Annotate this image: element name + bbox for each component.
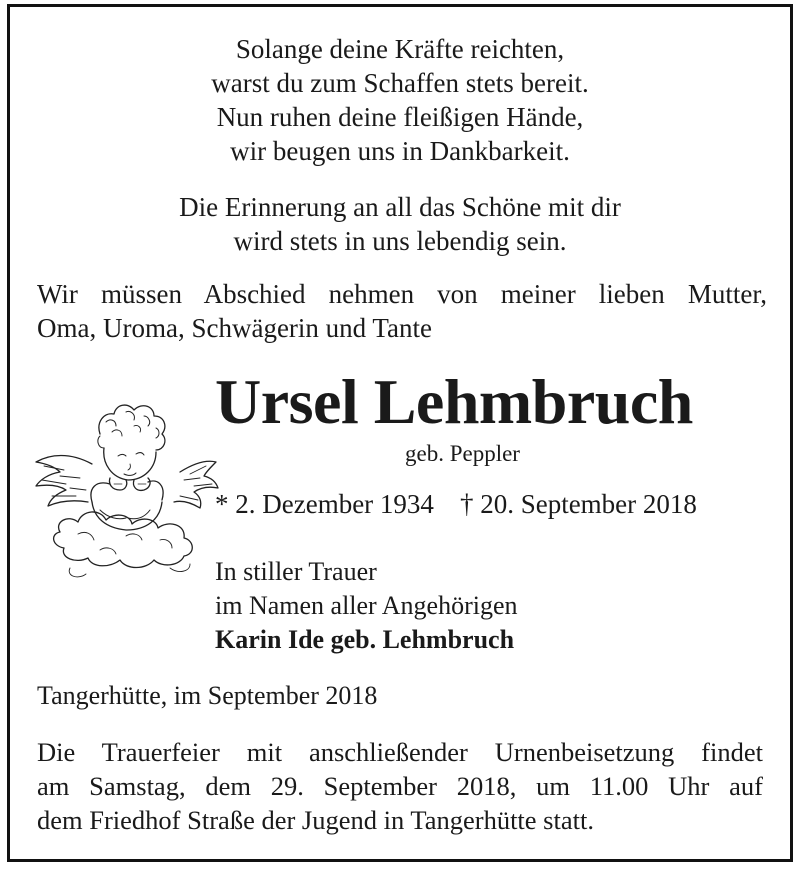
- obituary-card: [7, 4, 793, 862]
- poem-stanza-2: [10, 190, 790, 258]
- life-dates: [215, 487, 697, 521]
- mourners-line: im Namen aller Angehörigen: [215, 591, 518, 620]
- intro-line: Oma, Uroma, Schwägerin und Tante: [37, 313, 433, 343]
- notice-line: Die Trauerfeier mit anschließender Urnenbeisetzung findet: [37, 737, 763, 767]
- notice-line: dem Friedhof Straße der Jugend in Tangerhütte statt.: [37, 805, 594, 835]
- poem-line: Nun ruhen deine fleißigen Hände,: [216, 102, 584, 132]
- notice-line: am Samstag, dem 29. September 2018, um 11.00 Uhr auf: [37, 771, 763, 801]
- poem-line: Die Erinnerung an all das Schöne mit dir: [179, 192, 621, 222]
- mourners-block: [215, 555, 518, 657]
- deceased-name: Ursel Lehmbruch: [215, 366, 693, 437]
- farewell-intro: [37, 277, 767, 345]
- signer-name: Karin Ide geb. Lehmbruch: [215, 625, 515, 654]
- funeral-notice: [37, 735, 763, 837]
- cherub-angel-icon: [30, 392, 220, 582]
- birth-date: * 2. Dezember 1934: [215, 489, 434, 519]
- place-date: Tangerhütte, im September 2018: [37, 681, 378, 710]
- poem-line: wir beugen uns in Dankbarkeit.: [230, 136, 570, 166]
- poem-line: wird stets in uns lebendig sein.: [233, 226, 567, 256]
- poem-line: Solange deine Kräfte reichten,: [235, 34, 565, 64]
- death-date: † 20. September 2018: [459, 489, 697, 519]
- intro-line: Wir müssen Abschied nehmen von meiner lieben Mutter,: [37, 279, 767, 309]
- birth-name: geb. Peppler: [405, 441, 520, 466]
- mourners-line: In stiller Trauer: [215, 557, 377, 586]
- poem-stanza-1: [10, 32, 790, 168]
- poem-line: warst du zum Schaffen stets bereit.: [211, 68, 589, 98]
